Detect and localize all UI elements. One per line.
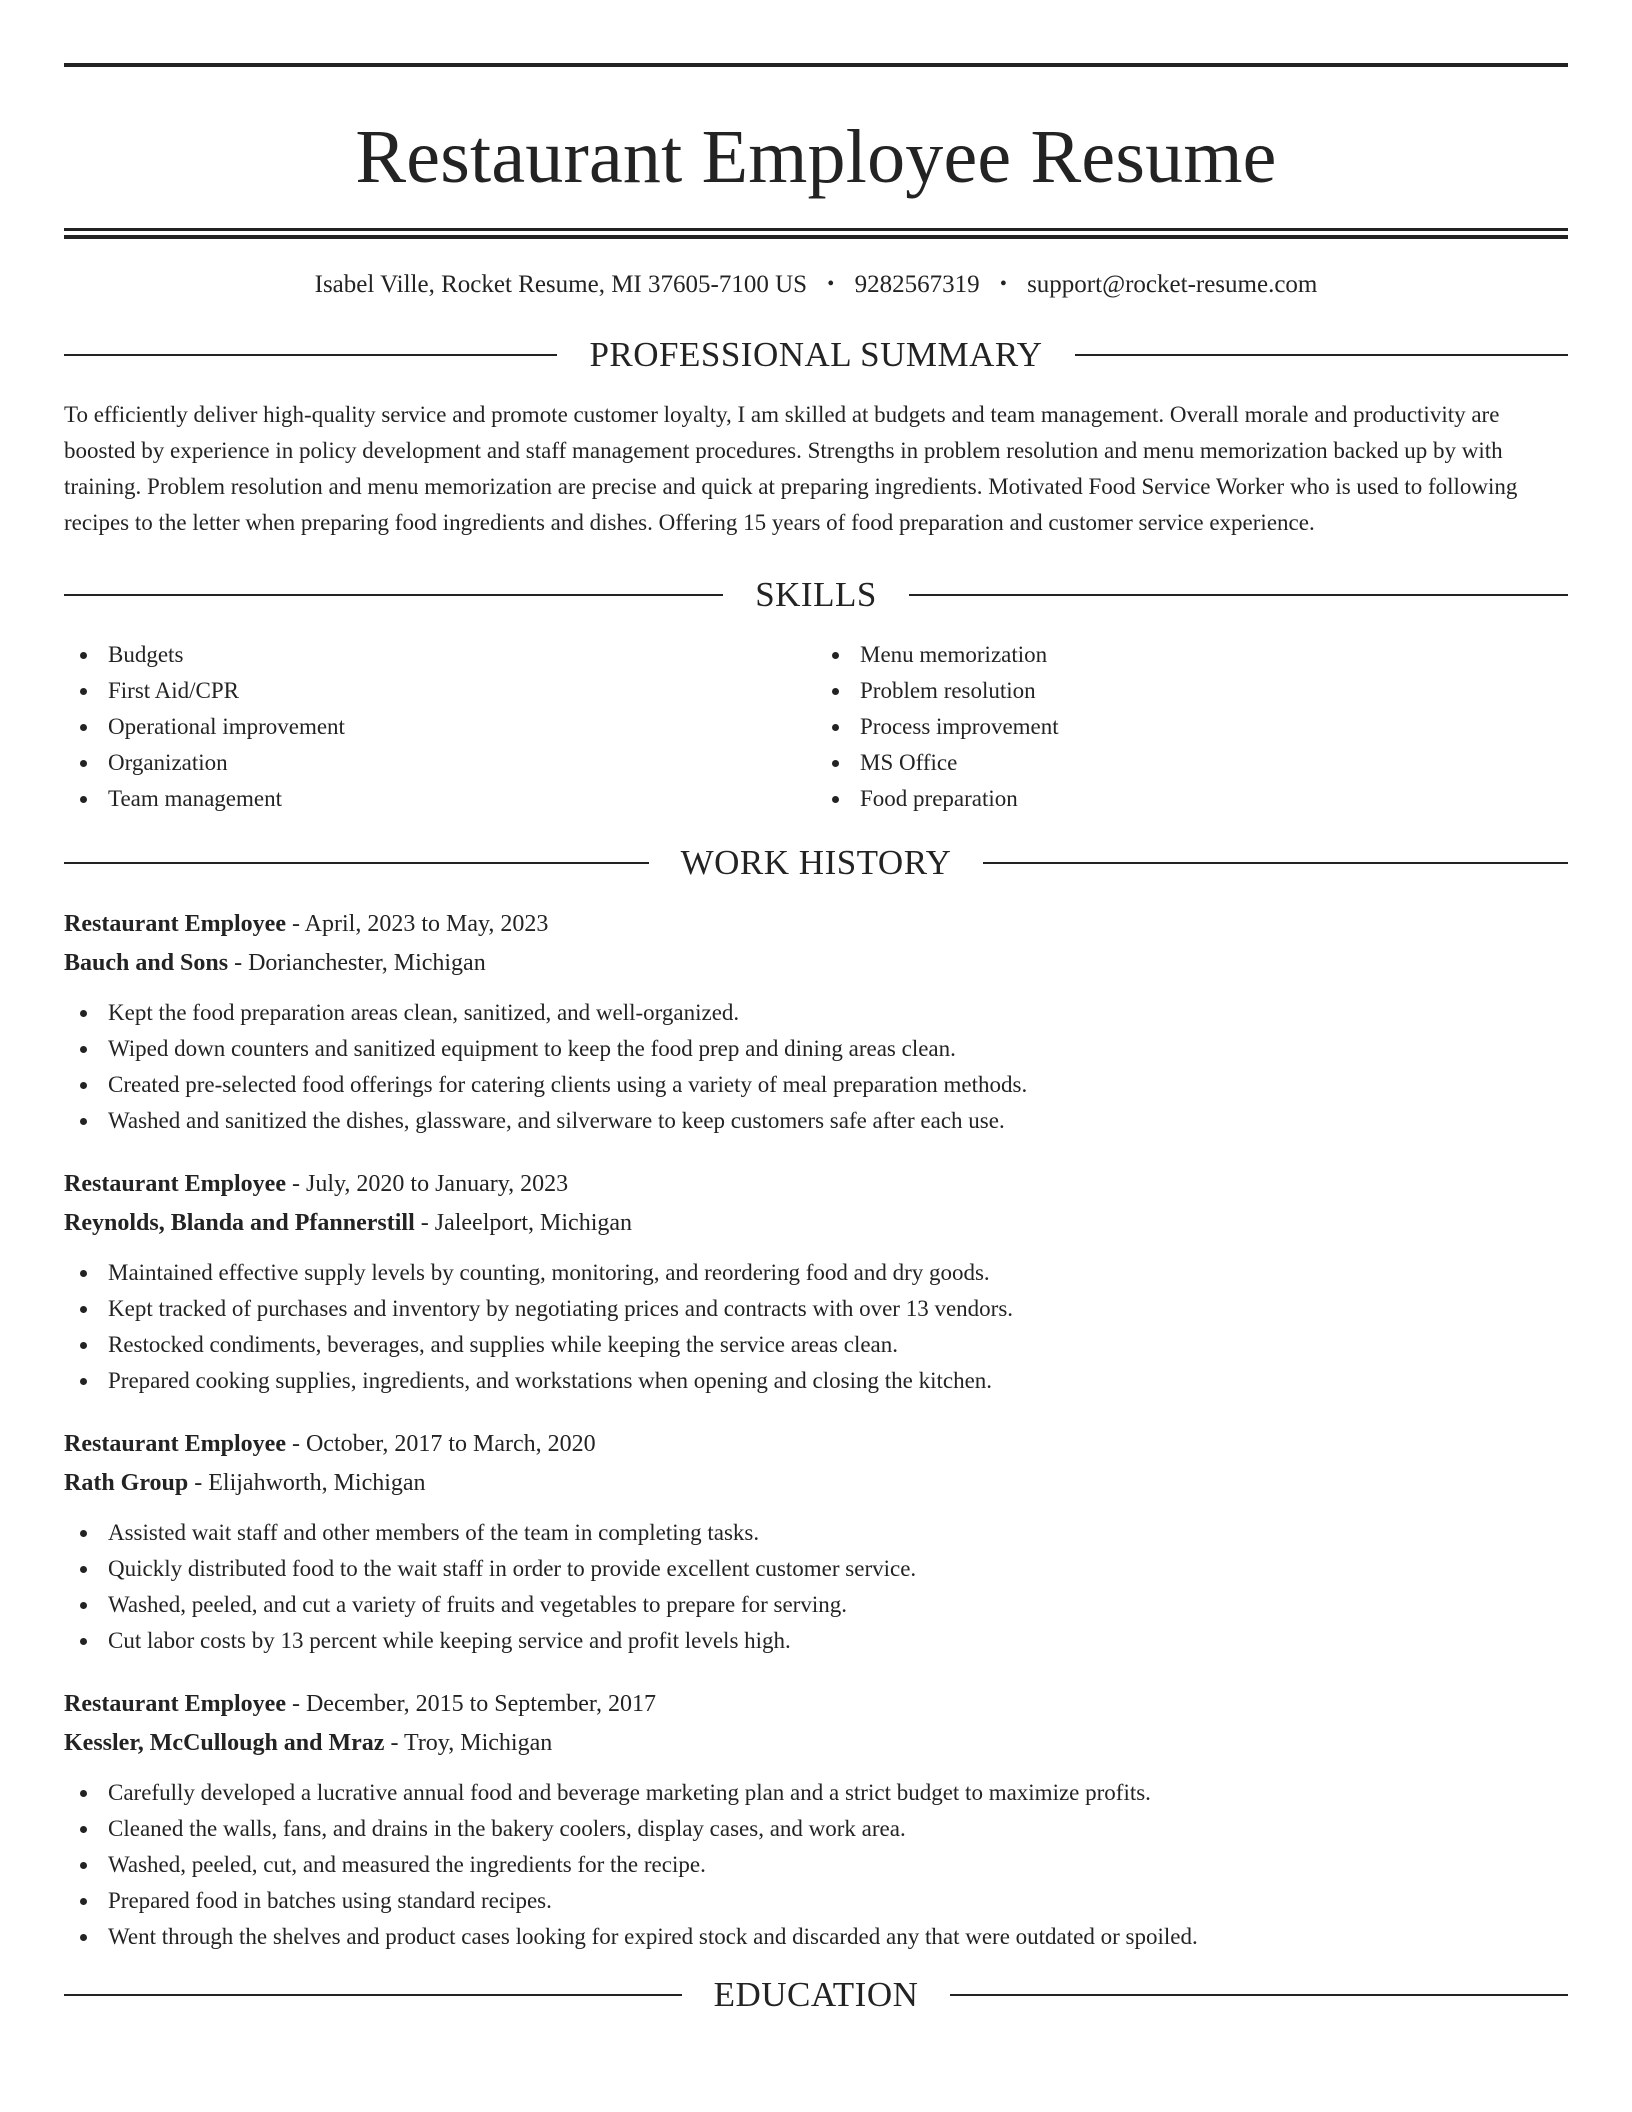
skill-item: Team management xyxy=(64,781,816,817)
title-double-rule xyxy=(64,228,1568,239)
job-bullets xyxy=(64,1255,1568,1399)
skill-item: Menu memorization xyxy=(816,637,1568,673)
job-company-line xyxy=(64,944,1568,983)
job-title: Restaurant Employee xyxy=(64,1171,286,1197)
skill-item: Problem resolution xyxy=(816,673,1568,709)
skill-item: Operational improvement xyxy=(64,709,816,745)
job-bullet: Cleaned the walls, fans, and drains in the bakery coolers, display cases, and work area. xyxy=(64,1811,1568,1847)
skills-heading-label: SKILLS xyxy=(755,575,877,614)
top-rule xyxy=(64,63,1568,67)
heading-rule-left xyxy=(64,354,557,356)
job-dates: - October, 2017 to March, 2020 xyxy=(285,1431,596,1457)
heading-rule-left xyxy=(64,1994,682,1996)
job-dates: - December, 2015 to September, 2017 xyxy=(285,1691,656,1717)
job-bullet: Kept tracked of purchases and inventory by negotiating prices and contracts with over 13 vendors. xyxy=(64,1291,1568,1327)
skills-column-right xyxy=(816,637,1568,817)
job-bullet: Kept the food preparation areas clean, sanitized, and well-organized. xyxy=(64,995,1568,1031)
job-bullet: Cut labor costs by 13 percent while keeping service and profit levels high. xyxy=(64,1623,1568,1659)
summary-heading-label: PROFESSIONAL SUMMARY xyxy=(589,335,1043,374)
job-bullet: Went through the shelves and product cases looking for expired stock and discarded any that were outdated or spoiled. xyxy=(64,1919,1568,1955)
education-heading-label: EDUCATION xyxy=(713,1975,919,2014)
heading-rule-right xyxy=(950,1994,1568,1996)
job-dates: - April, 2023 to May, 2023 xyxy=(285,911,549,937)
contact-phone: 9282567319 xyxy=(854,271,980,298)
skill-item: Budgets xyxy=(64,637,816,673)
summary-heading xyxy=(64,335,1568,375)
job-bullets xyxy=(64,1775,1568,1955)
job-bullet: Prepared food in batches using standard recipes. xyxy=(64,1883,1568,1919)
job-title-line xyxy=(64,1165,1568,1204)
contact-separator: • xyxy=(827,273,835,295)
skill-item: Process improvement xyxy=(816,709,1568,745)
job-bullet: Washed and sanitized the dishes, glassware, and silverware to keep customers safe after each use. xyxy=(64,1103,1568,1139)
job-title-line xyxy=(64,1425,1568,1464)
work-history-list xyxy=(64,905,1568,1955)
job-bullet: Carefully developed a lucrative annual food and beverage marketing plan and a strict budget to maximize profits. xyxy=(64,1775,1568,1811)
job-entry xyxy=(64,1685,1568,1955)
job-location: - Dorianchester, Michigan xyxy=(228,950,486,976)
skill-item: Food preparation xyxy=(816,781,1568,817)
skills-heading xyxy=(64,575,1568,615)
job-dates: - July, 2020 to January, 2023 xyxy=(285,1171,569,1197)
skill-item: MS Office xyxy=(816,745,1568,781)
skills-column-left xyxy=(64,637,816,817)
job-bullet: Created pre-selected food offerings for catering clients using a variety of meal preparation methods. xyxy=(64,1067,1568,1103)
heading-rule-right xyxy=(1075,354,1568,356)
job-bullet: Restocked condiments, beverages, and supplies while keeping the service areas clean. xyxy=(64,1327,1568,1363)
contact-email: support@rocket-resume.com xyxy=(1027,271,1318,298)
heading-rule-right xyxy=(983,862,1568,864)
job-bullet: Assisted wait staff and other members of the team in completing tasks. xyxy=(64,1515,1568,1551)
contact-line xyxy=(64,270,1568,301)
job-bullet: Prepared cooking supplies, ingredients, and workstations when opening and closing the kitchen. xyxy=(64,1363,1568,1399)
job-company: Rath Group xyxy=(64,1470,189,1496)
job-bullet: Washed, peeled, cut, and measured the ingredients for the recipe. xyxy=(64,1847,1568,1883)
job-title: Restaurant Employee xyxy=(64,1431,286,1457)
job-bullets xyxy=(64,995,1568,1139)
contact-address: Isabel Ville, Rocket Resume, MI 37605-7100 US xyxy=(314,271,808,298)
job-location: - Troy, Michigan xyxy=(384,1730,553,1756)
job-company: Bauch and Sons xyxy=(64,950,229,976)
job-bullet: Quickly distributed food to the wait staff in order to provide excellent customer service. xyxy=(64,1551,1568,1587)
job-entry xyxy=(64,905,1568,1139)
job-company-line xyxy=(64,1464,1568,1503)
job-bullet: Wiped down counters and sanitized equipment to keep the food prep and dining areas clean. xyxy=(64,1031,1568,1067)
job-location: - Jaleelport, Michigan xyxy=(414,1210,633,1236)
job-title: Restaurant Employee xyxy=(64,911,286,937)
job-bullets xyxy=(64,1515,1568,1659)
job-title-line xyxy=(64,905,1568,944)
skill-item: First Aid/CPR xyxy=(64,673,816,709)
contact-separator: • xyxy=(999,273,1007,295)
heading-rule-left xyxy=(64,862,649,864)
job-bullet: Washed, peeled, and cut a variety of fruits and vegetables to prepare for serving. xyxy=(64,1587,1568,1623)
resume-title: Restaurant Employee Resume xyxy=(355,115,1277,199)
heading-rule-left xyxy=(64,594,723,596)
education-heading xyxy=(64,1975,1568,2015)
job-entry xyxy=(64,1165,1568,1399)
job-entry xyxy=(64,1425,1568,1659)
job-title: Restaurant Employee xyxy=(64,1691,286,1717)
job-company-line xyxy=(64,1204,1568,1243)
skill-item: Organization xyxy=(64,745,816,781)
work-history-heading-label: WORK HISTORY xyxy=(680,843,952,882)
heading-rule-right xyxy=(909,594,1568,596)
job-title-line xyxy=(64,1685,1568,1724)
work-history-heading xyxy=(64,843,1568,883)
job-company: Reynolds, Blanda and Pfannerstill xyxy=(64,1210,415,1236)
job-bullet: Maintained effective supply levels by counting, monitoring, and reordering food and dry goods. xyxy=(64,1255,1568,1291)
summary-text: To efficiently deliver high-quality service and promote customer loyalty, I am skilled at budgets and team management. Overall morale and productivity are boosted by experience in policy development and staff management procedures. Strengths in problem resolution and menu memorization backed up by with training. Problem resolution and menu memorization are precise and quick at preparing ingredients. Motivated Food Service Worker who is used to following recipes to the letter when preparing food ingredients and dishes. Offering 15 years of food preparation and customer service experience. xyxy=(64,402,1518,535)
job-company: Kessler, McCullough and Mraz xyxy=(64,1730,385,1756)
job-location: - Elijahworth, Michigan xyxy=(188,1470,426,1496)
job-company-line xyxy=(64,1724,1568,1763)
skills-list xyxy=(64,637,1568,817)
